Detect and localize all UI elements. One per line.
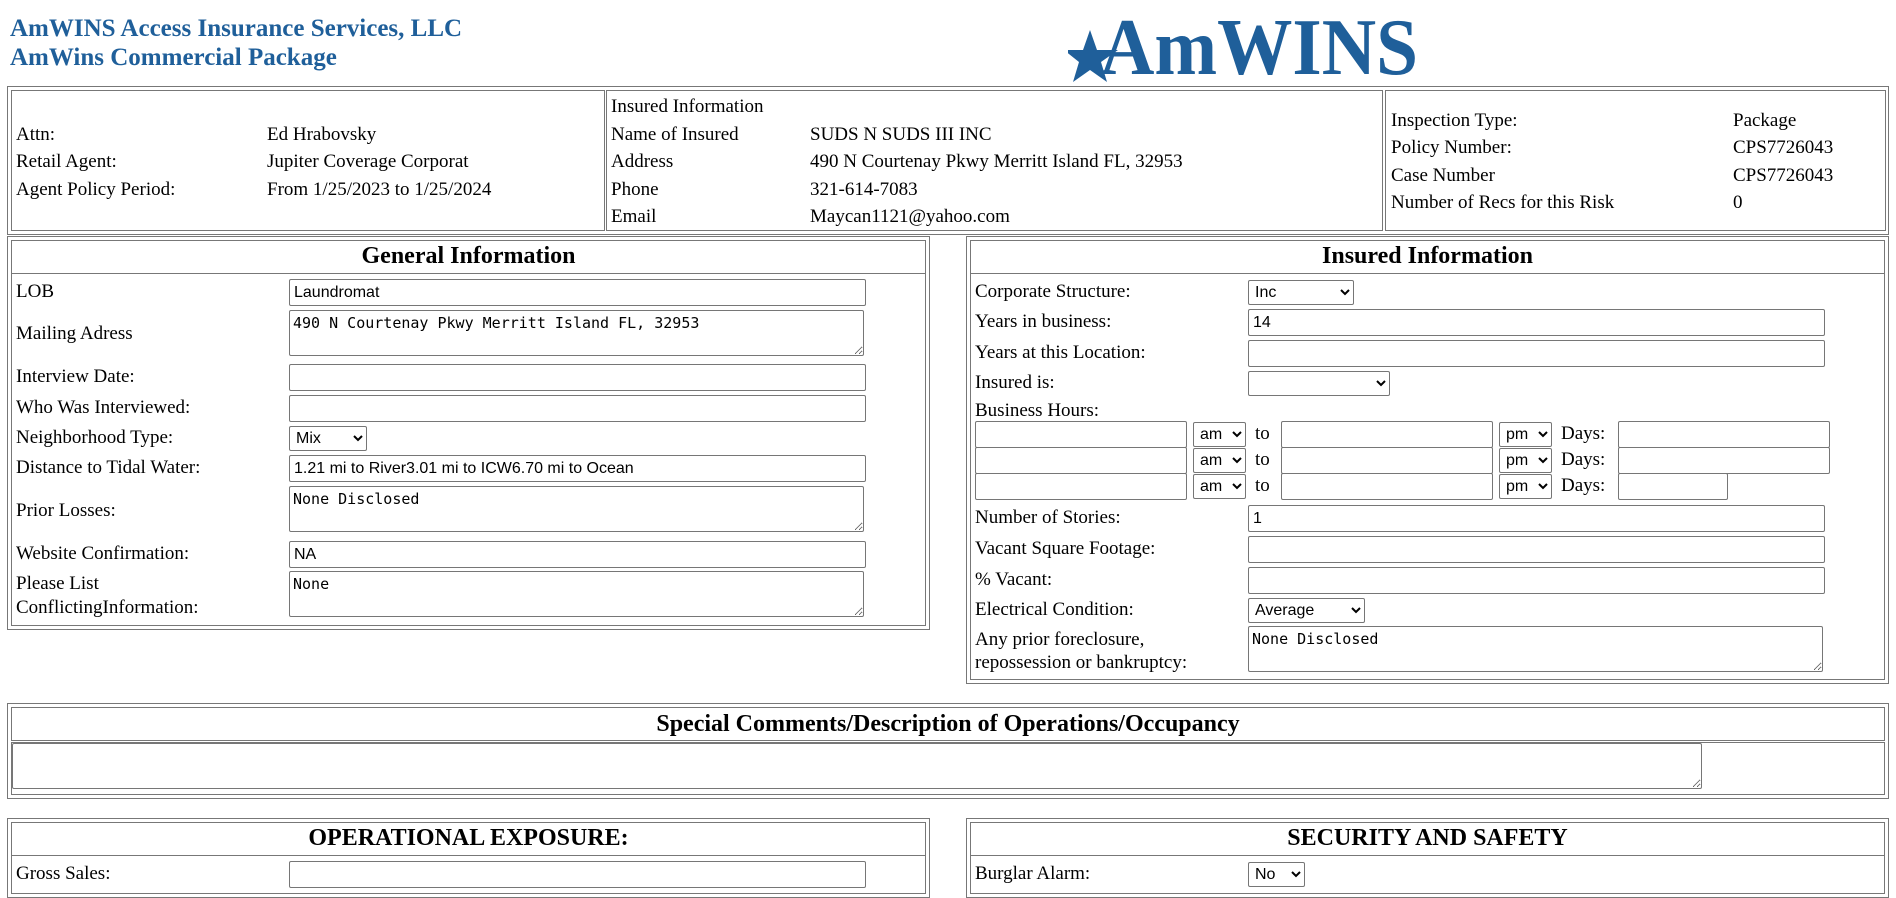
conflicting-label-1: Please List	[16, 573, 99, 594]
prior-losses-label: Prior Losses:	[16, 500, 116, 521]
policy-number-label: Policy Number:	[1391, 137, 1512, 158]
insured-information-section	[966, 236, 1889, 684]
policy-period-value: From 1/25/2023 to 1/25/2024	[267, 179, 492, 200]
amwins-logo	[1068, 6, 1422, 82]
website-input[interactable]	[289, 541, 866, 568]
policy-number-value: CPS7726043	[1733, 137, 1834, 158]
gross-sales-label: Gross Sales:	[16, 863, 111, 884]
security-inner	[970, 822, 1885, 894]
company-header	[10, 14, 462, 72]
burglar-alarm-label: Burglar Alarm:	[975, 863, 1091, 884]
insured-is-select[interactable]	[1248, 371, 1390, 396]
hours-open-ampm-2[interactable]	[1193, 448, 1246, 473]
email-value: Maycan1121@yahoo.com	[810, 206, 1010, 227]
recs-value: 0	[1733, 192, 1743, 213]
days-input-3[interactable]	[1618, 473, 1728, 500]
vacant-sqft-input[interactable]	[1248, 536, 1825, 563]
days-input-2[interactable]	[1618, 447, 1830, 474]
electrical-label: Electrical Condition:	[975, 599, 1134, 620]
years-business-input[interactable]	[1248, 309, 1825, 336]
to-label: to	[1255, 475, 1270, 496]
interview-date-input[interactable]	[289, 364, 866, 391]
email-label: Email	[611, 206, 657, 227]
stories-input[interactable]	[1248, 505, 1825, 532]
hours-open-ampm-1[interactable]	[1193, 422, 1246, 447]
hours-close-ampm-3[interactable]	[1499, 474, 1552, 499]
business-hours-label: Business Hours:	[975, 400, 1100, 421]
neighborhood-label: Neighborhood Type:	[16, 427, 174, 448]
inspection-cell	[1385, 90, 1886, 231]
attn-label: Attn:	[16, 124, 56, 145]
general-title: General Information	[361, 243, 576, 269]
foreclosure-label-2: repossession or bankruptcy:	[975, 652, 1188, 673]
lob-input[interactable]	[289, 279, 866, 306]
divider	[971, 855, 1884, 856]
company-name: AmWINS Access Insurance Services, LLC	[10, 15, 463, 42]
days-label: Days:	[1561, 423, 1606, 444]
days-label: Days:	[1561, 449, 1606, 470]
days-input-1[interactable]	[1618, 421, 1830, 448]
recs-label: Number of Recs for this Risk	[1391, 192, 1615, 213]
who-interviewed-label: Who Was Interviewed:	[16, 397, 191, 418]
conflicting-label-2: ConflictingInformation:	[16, 597, 199, 618]
years-location-label: Years at this Location:	[975, 342, 1146, 363]
svg-text:AmWINS: AmWINS	[1100, 6, 1418, 82]
hours-close-input-3[interactable]	[1281, 473, 1493, 500]
mailing-label: Mailing Adress	[16, 323, 133, 344]
phone-value: 321-614-7083	[810, 179, 918, 200]
years-location-input[interactable]	[1248, 340, 1825, 367]
corp-structure-label: Corporate Structure:	[975, 281, 1131, 302]
operational-title: OPERATIONAL EXPOSURE:	[308, 825, 629, 851]
years-business-label: Years in business:	[975, 311, 1112, 332]
to-label: to	[1255, 423, 1270, 444]
retail-agent-label: Retail Agent:	[16, 151, 117, 172]
prior-losses-textarea[interactable]	[289, 486, 864, 532]
inspection-type-value: Package	[1733, 110, 1797, 131]
divider	[12, 855, 925, 856]
to-label: to	[1255, 449, 1270, 470]
gross-sales-input[interactable]	[289, 861, 866, 888]
top-info-table	[7, 86, 1889, 235]
phone-label: Phone	[611, 179, 659, 200]
inspection-type-label: Inspection Type:	[1391, 110, 1518, 131]
operational-exposure-section	[7, 818, 930, 898]
lob-label: LOB	[16, 281, 54, 302]
divider	[971, 273, 1884, 274]
security-safety-section	[966, 818, 1889, 898]
hours-open-input-2[interactable]	[975, 447, 1187, 474]
stories-label: Number of Stories:	[975, 507, 1121, 528]
insured-heading: Insured Information	[611, 96, 764, 117]
vacant-pct-label: % Vacant:	[975, 569, 1053, 590]
case-number-value: CPS7726043	[1733, 165, 1834, 186]
website-label: Website Confirmation:	[16, 543, 190, 564]
insured-cell	[606, 90, 1383, 231]
hours-close-input-1[interactable]	[1281, 421, 1493, 448]
retail-agent-value: Jupiter Coverage Corporat	[267, 151, 469, 172]
insured-title: Insured Information	[1322, 243, 1533, 269]
hours-close-ampm-1[interactable]	[1499, 422, 1552, 447]
hours-open-input-1[interactable]	[975, 421, 1187, 448]
product-name: AmWins Commercial Package	[10, 44, 337, 71]
interview-date-label: Interview Date:	[16, 366, 135, 387]
name-value: SUDS N SUDS III INC	[810, 124, 992, 145]
burglar-alarm-select[interactable]	[1248, 862, 1305, 887]
divider	[12, 273, 925, 274]
address-value: 490 N Courtenay Pkwy Merritt Island FL, 32953	[810, 151, 1183, 172]
vacant-pct-input[interactable]	[1248, 567, 1825, 594]
hours-close-input-2[interactable]	[1281, 447, 1493, 474]
policy-period-label: Agent Policy Period:	[16, 179, 176, 200]
electrical-select[interactable]	[1248, 598, 1365, 623]
conflicting-textarea[interactable]	[289, 571, 864, 617]
foreclosure-textarea[interactable]	[1248, 626, 1823, 672]
special-title-row	[11, 707, 1885, 741]
tidal-water-input[interactable]	[289, 455, 866, 482]
special-comments-textarea[interactable]	[12, 743, 1702, 789]
special-comments-section	[7, 703, 1889, 799]
insured-is-label: Insured is:	[975, 372, 1055, 393]
foreclosure-label-1: Any prior foreclosure,	[975, 629, 1145, 650]
tidal-water-label: Distance to Tidal Water:	[16, 457, 201, 478]
mailing-textarea[interactable]	[289, 310, 864, 356]
who-interviewed-input[interactable]	[289, 395, 866, 422]
general-information-section	[7, 236, 930, 630]
vacant-sqft-label: Vacant Square Footage:	[975, 538, 1156, 559]
hours-close-ampm-2[interactable]	[1499, 448, 1552, 473]
days-label: Days:	[1561, 475, 1606, 496]
hours-open-ampm-3[interactable]	[1193, 474, 1246, 499]
attn-value: Ed Hrabovsky	[267, 124, 377, 145]
security-title: SECURITY AND SAFETY	[1287, 825, 1568, 851]
hours-open-input-3[interactable]	[975, 473, 1187, 500]
case-number-label: Case Number	[1391, 165, 1495, 186]
corp-structure-select[interactable]	[1248, 280, 1354, 305]
neighborhood-select[interactable]	[289, 426, 367, 451]
special-title: Special Comments/Description of Operations/Occupancy	[656, 711, 1240, 737]
name-label: Name of Insured	[611, 124, 739, 145]
agent-cell	[11, 90, 605, 231]
address-label: Address	[611, 151, 674, 172]
